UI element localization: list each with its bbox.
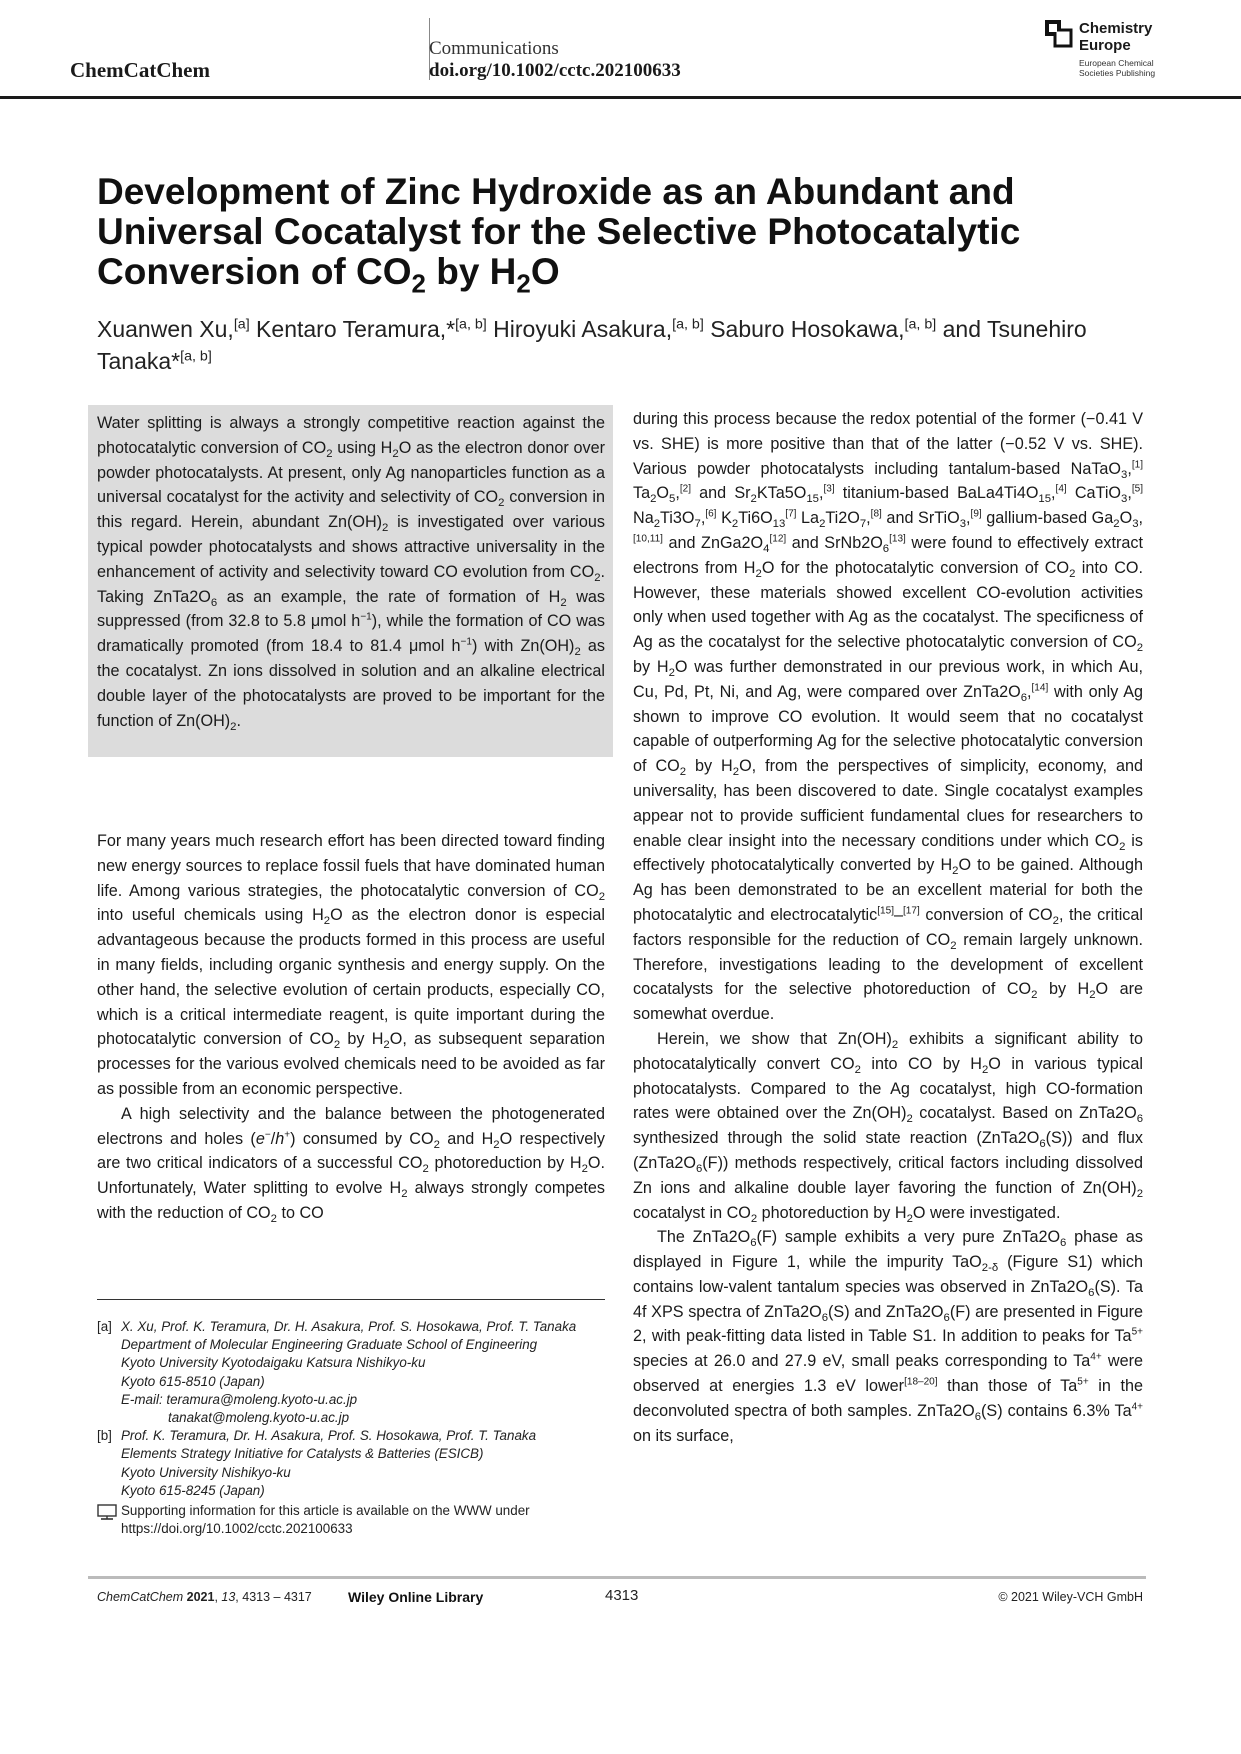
publisher-sub-line2: Societies Publishing [1079,68,1156,78]
affiliation-a-line: Kyoto 615-8510 (Japan) [121,1373,265,1389]
doi-link[interactable]: doi.org/10.1002/cctc.202100633 [429,60,681,81]
affiliations [97,1318,617,1538]
author-list: Xuanwen Xu,[a] Kentaro Teramura,*[a, b] Hiroyuki Asakura,[a, b] Saburo Hosokawa,[a, b] and Tsunehiro Tanaka*[a, b] [97,316,1087,374]
affiliation-b-line: Elements Strategy Initiative for Catalysts & Batteries (ESICB) [121,1446,484,1462]
publisher-name-line1: Chemistry [1079,20,1153,37]
supporting-info-link[interactable]: https://doi.org/10.1002/cctc.202100633 [121,1521,353,1537]
footer-rule [88,1576,1146,1579]
body-paragraph-3: Herein, we show that $Zn(OH)_2$ exhibits a significant ability to photocatalytically convert $CO_2$ into CO by $H_2O$ in various typical photocatalysts. Compared to the Ag cocatalyst, high CO-formation rates were obtained over the $Zn(OH)_2$ cocatalyst. Based on $ZnTa2O_6$ synthesized through the solid state reaction $(ZnTa2O_6(S))$ and flux $(ZnTa2O_6(F))$ methods respectively, critical factors including dissolved Zn ions and alkaline double layer favoring the function of $Zn(OH)_2$ cocatalyst in $CO_2$ photoreduction by $H_2O$ were investigated. [633,1029,1144,1225]
footer-volume-pages: 2021, 13, 4313 – 4317 [186,1590,312,1604]
body-paragraph-1: For many years much research effort has been directed toward finding new energy sources to replace fossil fuels that have dominated human life. Among various strategies, the photocatalytic conversion of $CO_2$ into useful chemicals using $H_2O$ as the electron donor is especial advantageous because the products formed in this process are useful in many fields, including organic synthesis and energy supply. On the other hand, the selective evolution of certain products, especially CO, which is a critical intermediate reagent, is quite important during the photocatalytic conversion of $CO_2$ by $H_2O$, as subsequent separation processes for the various evolved chemicals need to be avoided as far as possible from an economic perspective. [97,832,606,1098]
affiliation-b-mark: [b] [97,1428,112,1444]
affiliation-b-line: Kyoto 615-8245 (Japan) [121,1482,265,1498]
affiliation-email-2[interactable]: tanakat@moleng.kyoto-u.ac.jp [168,1410,350,1426]
journal-name: ChemCatChem [70,58,210,82]
page-number: 4313 [605,1587,639,1604]
footer-citation [97,1590,312,1604]
supporting-info-text: Supporting information for this article is available on the WWW under [121,1503,530,1519]
computer-icon [97,1504,117,1520]
body-paragraph-4: The $ZnTa2O_6(F)$ sample exhibits a very pure $ZnTa2O_6$ phase as displayed in Figure 1, while the impurity TaO$_{2-\delta}$ (Figure S1) which contains low-valent tantalum species was observed in $ZnTa2O_6(S)$. Ta 4f XPS spectra of $ZnTa2O_6(S)$ and $ZnTa2O_6(F)$ are presented in Figure 2, with peak-fitting data listed in Table S1. In addition to peaks for $Ta^{5+}$ species at 26.0 and 27.9 eV, small peaks corresponding to $Ta^{4+}$ were observed at energies 1.3 eV lower[18–20] than those of $Ta^{5+}$ in the deconvoluted spectra of both samples. $ZnTa2O_6(S)$ contains 6.3% $Ta^{4+}$ on its surface, [633,1228,1144,1445]
supporting-info-note [97,1502,617,1538]
affiliation-b [97,1427,617,1500]
affiliation-b-line: Prof. K. Teramura, Dr. H. Asakura, Prof. S. Hosokawa, Prof. T. Tanaka [121,1428,537,1444]
affiliation-a-line: Kyoto University Kyotodaigaku Katsura Nishikyo-ku [121,1355,426,1371]
publisher-sub-line1: European Chemical [1079,58,1154,68]
copyright: © 2021 Wiley-VCH GmbH [998,1590,1143,1604]
footnote-rule [97,1299,605,1300]
header-rule [0,96,1241,99]
publisher-subtitle [1079,58,1155,78]
publisher-name [1079,20,1152,54]
affiliation-a [97,1318,617,1427]
footer-journal: ChemCatChem [97,1590,184,1604]
body-paragraph-2-continued: during this process because the redox potential of the former (−0.41 V vs. SHE) is more positive than that of the latter (−0.52 V vs. SHE). Various powder photocatalysts including tantalum-based NaTaO$_3$,[1] $Ta_2O_5,[2]$ and $Sr_2KTa5O_{15},[3]$ titanium-based $BaLa4Ti4O_{15},[4]$ CaTiO$_3$,[5] $Na_2Ti3O_7,[6]$ $K_2Ti6O_{13}[7]$ $La_2Ti2O_7,[8]$ and SrTiO$_3$,[9] gallium-based $Ga_2O_3,[10,11]$ and $ZnGa2O_4[12]$ and $SrNb2O_6[13]$ were found to effectively extract electrons from $H_2O$ for the photocatalytic conversion of $CO_2$ into CO. However, these materials showed excellent CO-evolution activities only when used together with Ag as the cocatalyst. The specificness of Ag as the cocatalyst for the selective photocatalytic conversion of $CO_2$ by $H_2O$ was further demonstrated in our previous work, in which Au, Cu, Pd, Pt, Ni, and Ag, were compared over $ZnTa2O_6,[14]$ with only Ag shown to improve CO evolution. It would seem that no cocatalyst capable of outperforming Ag for the selective photocatalytic conversion of $CO_2$ by $H_2O$, from the perspectives of simplicity, economy, and universality, has been discovered to date. Single cocatalyst examples appear not to provide sufficient fundamental clues for researchers to enable clear insight into the necessary conditions under which $CO_2$ is effectively photocatalytically converted by $H_2O$ to be gained. Although Ag has been demonstrated to be an excellent material for both the photocatalytic and electrocatalytic[15]–[17] conversion of $CO_2$, the critical factors responsible for the reduction of $CO_2$ remain largely unknown. Therefore, investigations leading to the development of excellent cocatalysts for the selective photoreduction of $CO_2$ by $H_2O$ are somewhat overdue. [633,410,1144,1024]
affiliation-b-line: Kyoto University Nishikyo-ku [121,1464,291,1480]
body-paragraph-2-start: A high selectivity and the balance between the photogenerated electrons and holes (e−/h+) consumed by $CO_2$ and $H_2O$ respectively are two critical indicators of a successful $CO_2$ photoreduction by $H_2O$. Unfortunately, Water splitting to evolve $H_2$ always strongly competes with the reduction of $CO_2$ to CO [97,1104,605,1226]
body-right-column [633,407,1143,1448]
chemistry-europe-logo-icon [1045,20,1073,48]
abstract: Water splitting is always a strongly competitive reaction against the photocatalytic conversion of $CO_2$ using $H_2O$ as the electron donor over powder photocatalysts. At present, only Ag nanoparticles function as a universal cocatalyst for the activity and selectivity of $CO_2$ conversion in this regard. Herein, abundant $Zn(OH)_2$ is investigated over various typical powder photocatalysts and shows attractive universality in the enhancement of activity and selectivity toward CO evolution from $CO_2$. Taking $ZnTa2O_6$ as an example, the rate of formation of $H_2$ was suppressed (from 32.8 to 5.8 μmol $h^{-1}$), while the formation of CO was dramatically promoted (from 18.4 to 81.4 μmol $h^{-1}$) with $Zn(OH)_2$ as the cocatalyst. Zn ions dissolved in solution and an alkaline electrical double layer of the photocatalysts are proved to be important for the function of $Zn(OH)_2$. [97,414,606,733]
paper-title: Development of Zinc Hydroxide as an Abundant and Universal Cocatalyst for the Selective Photocatalytic Conversion of $CO_2$ by $H_2O$ [97,171,1021,299]
wiley-online-library-link[interactable]: Wiley Online Library [348,1589,484,1605]
publisher-name-line2: Europe [1079,37,1131,54]
affiliation-a-line: X. Xu, Prof. K. Teramura, Dr. H. Asakura, Prof. S. Hosokawa, Prof. T. Tanaka [121,1319,577,1334]
affiliation-a-mark: [a] [97,1319,112,1334]
affiliation-a-line: Department of Molecular Engineering Graduate School of Engineering [121,1337,538,1353]
section-label: Communications [429,38,559,59]
affiliation-email[interactable]: E-mail: teramura@moleng.kyoto-u.ac.jp [121,1391,358,1407]
body-left-column [97,829,605,1226]
